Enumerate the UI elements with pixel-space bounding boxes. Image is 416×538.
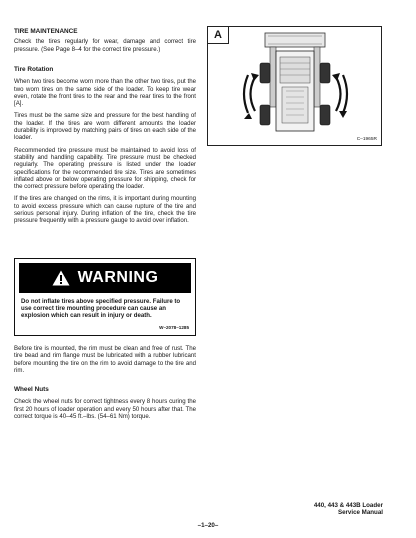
warning-code: W–2078–1285 xyxy=(159,325,189,330)
intro-section xyxy=(14,28,196,53)
warning-label: WARNING xyxy=(77,269,159,286)
warning-box xyxy=(14,258,196,336)
loader-top-view-illustration xyxy=(208,27,383,147)
section-title: TIRE MAINTENANCE xyxy=(14,28,78,35)
tire-rotation-heading: Tire Rotation xyxy=(14,66,54,73)
manual-title-line1: 440, 443 & 443B Loader xyxy=(313,502,383,509)
warning-triangle-icon xyxy=(52,270,70,286)
warning-text: Do not inflate tires above specified pressure. Failure to use correct tire mounting procedure can cause an explosion which can result in injury or death. xyxy=(21,298,181,319)
figure-code: C–1965R xyxy=(356,137,377,142)
wheel-nuts-section xyxy=(14,386,196,420)
tire-rotation-p1: When two tires become worn more than the other two tires, put the two worn tires on the same side of the loader. To keep tire wear even, rotate the front tires to the rear and the rear tires to the front [A]. xyxy=(14,78,196,108)
tire-rotation-p4: If the tires are changed on the rims, it is important during mounting to avoid excess pressure which can cause rupture of the tire and serious personal injury. During inflation of the tire, check the tire pressure frequently with a pressure gauge to avoid over inflation. xyxy=(14,195,196,225)
wheel-nuts-p1: Check the wheel nuts for correct tightness every 8 hours curing the first 20 hours of loader operation and every 50 hours after that. The correct torque is 40–45 ft.–lbs. (54–61 Nm) torque. xyxy=(14,398,196,420)
tire-rotation-section xyxy=(14,66,196,225)
figure-letter: A xyxy=(208,27,229,44)
warning-banner xyxy=(19,263,191,293)
wheel-nuts-heading: Wheel Nuts xyxy=(14,386,49,393)
manual-title xyxy=(314,502,383,516)
tire-rotation-p3: Recommended tire pressure must be maintained to avoid loss of stability and handling capability. Tire pressure must be checked regularly. The operating pressure is listed under the loader specifications for the recommended tire size. Tires are sometimes inflated above or below operating pressure for shipping, check for the correct pressure before operating the loader. xyxy=(14,146,196,191)
after-warning-paragraph: Before tire is mounted, the rim must be clean and free of rust. The tire bead and rim flange must be lubricated with a rubber lubricant before mounting the tire on the rim to avoid damage to the tire and rim. xyxy=(14,345,196,374)
after-warning-section xyxy=(14,345,196,374)
manual-title-line2: Service Manual xyxy=(337,509,383,516)
figure-a xyxy=(207,26,382,146)
tire-rotation-p2: Tires must be the same size and pressure for the best handling of the loader. If the tires are worn different amounts the loader durability is improved by matching pairs of tires on each side of the loader. xyxy=(14,112,196,142)
page-number: –1–20– xyxy=(197,522,219,529)
intro-paragraph: Check the tires regularly for wear, damage and correct tire pressure. (See Page 8–4 for the correct tire pressure.) xyxy=(14,38,196,53)
